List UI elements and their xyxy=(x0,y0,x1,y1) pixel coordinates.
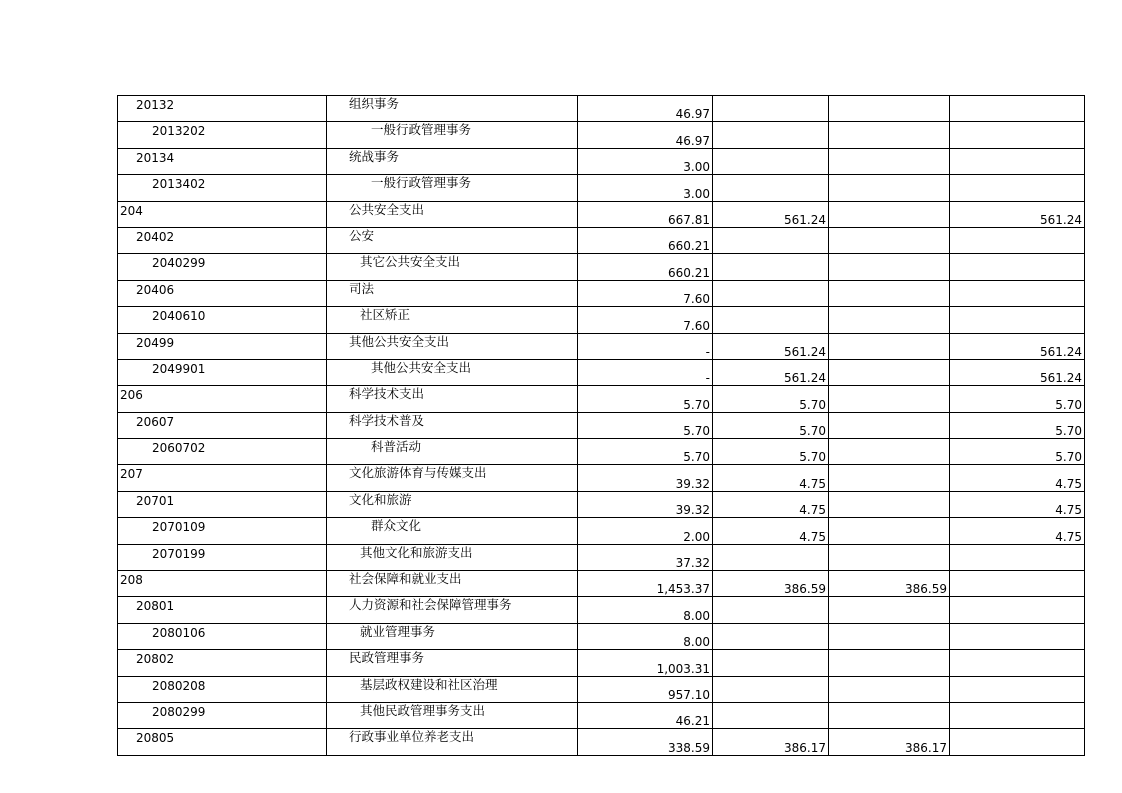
subject-code: 2080208 xyxy=(152,678,206,693)
amount-cell-col3 xyxy=(829,96,950,122)
amount-col4: 561.24 xyxy=(1040,344,1082,359)
amount-cell-col3 xyxy=(829,676,950,702)
table-row xyxy=(118,465,1085,491)
subject-name-cell xyxy=(327,280,578,306)
amount-cell-col1 xyxy=(578,623,713,649)
table-row xyxy=(118,333,1085,359)
amount-cell-col1 xyxy=(578,96,713,122)
amount-col2: 5.70 xyxy=(799,450,826,465)
subject-name: 司法 xyxy=(349,280,375,296)
subject-name: 其它公共安全支出 xyxy=(360,254,461,270)
subject-name: 民政管理事务 xyxy=(349,650,425,666)
amount-col1: - xyxy=(705,371,710,386)
amount-cell-col1 xyxy=(578,439,713,465)
amount-col1: 46.97 xyxy=(675,133,710,148)
amount-cell-col4 xyxy=(950,571,1085,597)
subject-name-cell xyxy=(327,227,578,253)
subject-code: 206 xyxy=(120,388,143,403)
subject-name: 文化旅游体育与传媒支出 xyxy=(349,465,487,481)
subject-name-cell xyxy=(327,729,578,755)
subject-name: 社会保障和就业支出 xyxy=(349,571,462,587)
amount-cell-col1 xyxy=(578,702,713,728)
subject-code-cell xyxy=(118,307,327,333)
amount-cell-col1 xyxy=(578,227,713,253)
amount-col4: 5.70 xyxy=(1055,397,1082,412)
amount-col3: 386.17 xyxy=(905,740,947,755)
subject-name-cell xyxy=(327,96,578,122)
subject-code-cell xyxy=(118,333,327,359)
subject-code: 20801 xyxy=(136,599,175,614)
subject-code: 208 xyxy=(120,573,143,588)
amount-cell-col3 xyxy=(829,227,950,253)
amount-cell-col2 xyxy=(713,307,829,333)
subject-name-cell xyxy=(327,623,578,649)
amount-col1: 46.97 xyxy=(675,107,710,122)
subject-name: 其他公共安全支出 xyxy=(371,359,472,375)
amount-col1: 660.21 xyxy=(668,265,710,280)
amount-cell-col1 xyxy=(578,307,713,333)
subject-code: 20701 xyxy=(136,493,175,508)
subject-code-cell xyxy=(118,227,327,253)
amount-cell-col4 xyxy=(950,518,1085,544)
amount-cell-col1 xyxy=(578,729,713,755)
amount-col1: 7.60 xyxy=(683,292,710,307)
table-row xyxy=(118,571,1085,597)
amount-col2: 4.75 xyxy=(799,476,826,491)
amount-cell-col2 xyxy=(713,412,829,438)
amount-col2: 4.75 xyxy=(799,529,826,544)
subject-name-cell xyxy=(327,465,578,491)
amount-cell-col4 xyxy=(950,359,1085,385)
amount-cell-col3 xyxy=(829,729,950,755)
table-row xyxy=(118,544,1085,570)
subject-name-cell xyxy=(327,201,578,227)
amount-col2: 561.24 xyxy=(784,212,826,227)
amount-cell-col3 xyxy=(829,201,950,227)
subject-name-cell xyxy=(327,254,578,280)
subject-code-cell xyxy=(118,201,327,227)
amount-cell-col3 xyxy=(829,439,950,465)
subject-code: 20805 xyxy=(136,731,175,746)
amount-cell-col3 xyxy=(829,571,950,597)
amount-cell-col4 xyxy=(950,676,1085,702)
amount-cell-col2 xyxy=(713,729,829,755)
amount-cell-col1 xyxy=(578,544,713,570)
amount-col1: 957.10 xyxy=(668,687,710,702)
amount-col1: 5.70 xyxy=(683,397,710,412)
amount-cell-col3 xyxy=(829,518,950,544)
subject-code: 207 xyxy=(120,467,143,482)
amount-col2: 4.75 xyxy=(799,503,826,518)
amount-cell-col2 xyxy=(713,122,829,148)
amount-col1: 5.70 xyxy=(683,450,710,465)
amount-cell-col3 xyxy=(829,359,950,385)
table-row xyxy=(118,201,1085,227)
amount-cell-col1 xyxy=(578,386,713,412)
amount-col1: 1,003.31 xyxy=(656,661,710,676)
amount-cell-col3 xyxy=(829,491,950,517)
amount-col4: 5.70 xyxy=(1055,424,1082,439)
amount-col1: 338.59 xyxy=(668,740,710,755)
subject-name-cell xyxy=(327,518,578,544)
subject-name: 基层政权建设和社区治理 xyxy=(360,676,498,692)
amount-cell-col3 xyxy=(829,650,950,676)
amount-cell-col4 xyxy=(950,386,1085,412)
table-row xyxy=(118,518,1085,544)
subject-code: 204 xyxy=(120,203,143,218)
subject-code-cell xyxy=(118,386,327,412)
subject-name: 科普活动 xyxy=(371,439,422,455)
subject-code: 20607 xyxy=(136,414,175,429)
table-row xyxy=(118,254,1085,280)
subject-name: 社区矫正 xyxy=(360,307,411,323)
subject-code-cell xyxy=(118,623,327,649)
amount-cell-col4 xyxy=(950,333,1085,359)
amount-cell-col4 xyxy=(950,201,1085,227)
amount-cell-col4 xyxy=(950,175,1085,201)
subject-name-cell xyxy=(327,491,578,517)
subject-code-cell xyxy=(118,122,327,148)
amount-col1: 39.32 xyxy=(675,503,710,518)
subject-code: 20402 xyxy=(136,229,175,244)
amount-col1: 3.00 xyxy=(683,186,710,201)
amount-cell-col2 xyxy=(713,702,829,728)
subject-code: 20406 xyxy=(136,282,175,297)
amount-col4: 561.24 xyxy=(1040,212,1082,227)
amount-cell-col2 xyxy=(713,623,829,649)
amount-cell-col3 xyxy=(829,254,950,280)
table-row xyxy=(118,439,1085,465)
subject-name: 人力资源和社会保障管理事务 xyxy=(349,597,512,613)
subject-name-cell xyxy=(327,386,578,412)
amount-cell-col2 xyxy=(713,465,829,491)
subject-name: 统战事务 xyxy=(349,148,400,164)
amount-col4: 561.24 xyxy=(1040,371,1082,386)
amount-cell-col4 xyxy=(950,96,1085,122)
subject-name-cell xyxy=(327,702,578,728)
subject-name: 行政事业单位养老支出 xyxy=(349,729,475,745)
amount-cell-col4 xyxy=(950,544,1085,570)
budget-table xyxy=(117,95,1085,756)
subject-code-cell xyxy=(118,439,327,465)
subject-name: 公共安全支出 xyxy=(349,201,425,217)
subject-code: 2040610 xyxy=(152,309,206,324)
amount-cell-col3 xyxy=(829,465,950,491)
amount-cell-col1 xyxy=(578,333,713,359)
subject-code-cell xyxy=(118,254,327,280)
amount-cell-col4 xyxy=(950,148,1085,174)
amount-cell-col2 xyxy=(713,650,829,676)
table-row xyxy=(118,702,1085,728)
amount-cell-col4 xyxy=(950,412,1085,438)
amount-cell-col1 xyxy=(578,491,713,517)
amount-col2: 5.70 xyxy=(799,424,826,439)
subject-code-cell xyxy=(118,359,327,385)
amount-cell-col4 xyxy=(950,623,1085,649)
amount-cell-col4 xyxy=(950,227,1085,253)
amount-cell-col2 xyxy=(713,571,829,597)
table-row xyxy=(118,676,1085,702)
subject-name-cell xyxy=(327,650,578,676)
subject-code: 2070109 xyxy=(152,520,206,535)
subject-name: 科学技术支出 xyxy=(349,386,425,402)
amount-cell-col4 xyxy=(950,465,1085,491)
subject-name-cell xyxy=(327,148,578,174)
amount-col1: 46.21 xyxy=(675,714,710,729)
amount-cell-col1 xyxy=(578,359,713,385)
amount-cell-col2 xyxy=(713,201,829,227)
amount-cell-col2 xyxy=(713,518,829,544)
subject-name: 科学技术普及 xyxy=(349,412,425,428)
amount-cell-col1 xyxy=(578,597,713,623)
amount-cell-col1 xyxy=(578,465,713,491)
amount-cell-col2 xyxy=(713,676,829,702)
amount-cell-col3 xyxy=(829,702,950,728)
subject-name: 一般行政管理事务 xyxy=(371,175,472,191)
amount-cell-col1 xyxy=(578,148,713,174)
subject-code-cell xyxy=(118,650,327,676)
amount-cell-col1 xyxy=(578,280,713,306)
table-row xyxy=(118,386,1085,412)
table-row xyxy=(118,175,1085,201)
subject-code-cell xyxy=(118,729,327,755)
amount-cell-col2 xyxy=(713,227,829,253)
amount-col1: 5.70 xyxy=(683,424,710,439)
subject-name: 组织事务 xyxy=(349,96,400,111)
subject-name: 其他民政管理事务支出 xyxy=(360,702,486,718)
amount-cell-col3 xyxy=(829,623,950,649)
amount-cell-col3 xyxy=(829,412,950,438)
amount-cell-col2 xyxy=(713,333,829,359)
subject-code-cell xyxy=(118,544,327,570)
subject-name-cell xyxy=(327,412,578,438)
subject-code-cell xyxy=(118,96,327,122)
amount-col1: 1,453.37 xyxy=(656,582,710,597)
amount-cell-col1 xyxy=(578,254,713,280)
amount-cell-col3 xyxy=(829,544,950,570)
subject-code-cell xyxy=(118,518,327,544)
subject-code-cell xyxy=(118,465,327,491)
amount-col1: 660.21 xyxy=(668,239,710,254)
subject-code: 2060702 xyxy=(152,441,206,456)
amount-cell-col2 xyxy=(713,254,829,280)
amount-col3: 386.59 xyxy=(905,582,947,597)
amount-cell-col3 xyxy=(829,175,950,201)
amount-cell-col4 xyxy=(950,729,1085,755)
amount-cell-col2 xyxy=(713,96,829,122)
subject-name-cell xyxy=(327,676,578,702)
amount-cell-col3 xyxy=(829,386,950,412)
amount-col2: 386.17 xyxy=(784,740,826,755)
subject-code-cell xyxy=(118,280,327,306)
subject-name: 公安 xyxy=(349,227,375,243)
subject-code: 20802 xyxy=(136,652,175,667)
subject-code: 2013202 xyxy=(152,124,206,139)
amount-cell-col3 xyxy=(829,122,950,148)
amount-col1: - xyxy=(705,344,710,359)
table-row xyxy=(118,122,1085,148)
amount-cell-col3 xyxy=(829,148,950,174)
amount-cell-col1 xyxy=(578,518,713,544)
amount-cell-col1 xyxy=(578,571,713,597)
amount-col1: 8.00 xyxy=(683,635,710,650)
amount-cell-col4 xyxy=(950,254,1085,280)
budget-table-body xyxy=(118,96,1085,756)
amount-cell-col2 xyxy=(713,359,829,385)
table-row xyxy=(118,227,1085,253)
table-row xyxy=(118,623,1085,649)
subject-name: 文化和旅游 xyxy=(349,491,412,507)
table-row xyxy=(118,148,1085,174)
amount-cell-col1 xyxy=(578,201,713,227)
subject-name: 其他公共安全支出 xyxy=(349,333,450,349)
subject-code-cell xyxy=(118,148,327,174)
amount-cell-col2 xyxy=(713,439,829,465)
amount-cell-col1 xyxy=(578,175,713,201)
amount-cell-col2 xyxy=(713,544,829,570)
table-row xyxy=(118,280,1085,306)
amount-cell-col4 xyxy=(950,122,1085,148)
subject-name-cell xyxy=(327,597,578,623)
table-row xyxy=(118,491,1085,517)
subject-name-cell xyxy=(327,359,578,385)
amount-col1: 3.00 xyxy=(683,160,710,175)
table-row xyxy=(118,597,1085,623)
amount-cell-col2 xyxy=(713,386,829,412)
subject-name-cell xyxy=(327,571,578,597)
subject-name: 一般行政管理事务 xyxy=(371,122,472,138)
amount-col4: 4.75 xyxy=(1055,476,1082,491)
amount-col1: 37.32 xyxy=(675,556,710,571)
amount-cell-col4 xyxy=(950,307,1085,333)
subject-code-cell xyxy=(118,491,327,517)
subject-name-cell xyxy=(327,544,578,570)
amount-cell-col4 xyxy=(950,491,1085,517)
amount-cell-col1 xyxy=(578,412,713,438)
amount-cell-col4 xyxy=(950,597,1085,623)
subject-code: 20134 xyxy=(136,150,175,165)
subject-name: 就业管理事务 xyxy=(360,623,436,639)
amount-col4: 4.75 xyxy=(1055,529,1082,544)
amount-cell-col1 xyxy=(578,122,713,148)
table-row xyxy=(118,307,1085,333)
amount-cell-col2 xyxy=(713,175,829,201)
amount-cell-col1 xyxy=(578,650,713,676)
subject-name-cell xyxy=(327,122,578,148)
subject-code-cell xyxy=(118,702,327,728)
subject-code-cell xyxy=(118,676,327,702)
amount-cell-col4 xyxy=(950,702,1085,728)
amount-cell-col3 xyxy=(829,307,950,333)
amount-cell-col3 xyxy=(829,597,950,623)
subject-code-cell xyxy=(118,571,327,597)
subject-name: 群众文化 xyxy=(371,518,422,534)
amount-cell-col4 xyxy=(950,280,1085,306)
table-row xyxy=(118,412,1085,438)
subject-code: 20132 xyxy=(136,98,175,112)
amount-cell-col2 xyxy=(713,597,829,623)
amount-cell-col2 xyxy=(713,148,829,174)
subject-code: 2040299 xyxy=(152,256,206,271)
subject-code: 20499 xyxy=(136,335,175,350)
amount-cell-col3 xyxy=(829,280,950,306)
table-row xyxy=(118,96,1085,122)
subject-name-cell xyxy=(327,439,578,465)
amount-cell-col2 xyxy=(713,491,829,517)
subject-name-cell xyxy=(327,175,578,201)
amount-col2: 561.24 xyxy=(784,371,826,386)
subject-code: 2080299 xyxy=(152,704,206,719)
subject-code: 2013402 xyxy=(152,177,206,192)
amount-cell-col4 xyxy=(950,650,1085,676)
amount-col2: 5.70 xyxy=(799,397,826,412)
amount-col1: 39.32 xyxy=(675,476,710,491)
subject-code: 2070199 xyxy=(152,546,206,561)
amount-cell-col3 xyxy=(829,333,950,359)
subject-code: 2049901 xyxy=(152,361,206,376)
amount-col2: 386.59 xyxy=(784,582,826,597)
amount-col2: 561.24 xyxy=(784,344,826,359)
subject-name-cell xyxy=(327,307,578,333)
amount-col4: 5.70 xyxy=(1055,450,1082,465)
amount-col1: 667.81 xyxy=(668,212,710,227)
subject-name-cell xyxy=(327,333,578,359)
amount-col1: 7.60 xyxy=(683,318,710,333)
amount-cell-col2 xyxy=(713,280,829,306)
amount-col4: 4.75 xyxy=(1055,503,1082,518)
table-row xyxy=(118,729,1085,755)
subject-name: 其他文化和旅游支出 xyxy=(360,544,473,560)
amount-col1: 8.00 xyxy=(683,608,710,623)
table-row xyxy=(118,650,1085,676)
amount-cell-col4 xyxy=(950,439,1085,465)
subject-code-cell xyxy=(118,597,327,623)
amount-cell-col1 xyxy=(578,676,713,702)
subject-code: 2080106 xyxy=(152,625,206,640)
table-row xyxy=(118,359,1085,385)
amount-col1: 2.00 xyxy=(683,529,710,544)
subject-code-cell xyxy=(118,412,327,438)
subject-code-cell xyxy=(118,175,327,201)
